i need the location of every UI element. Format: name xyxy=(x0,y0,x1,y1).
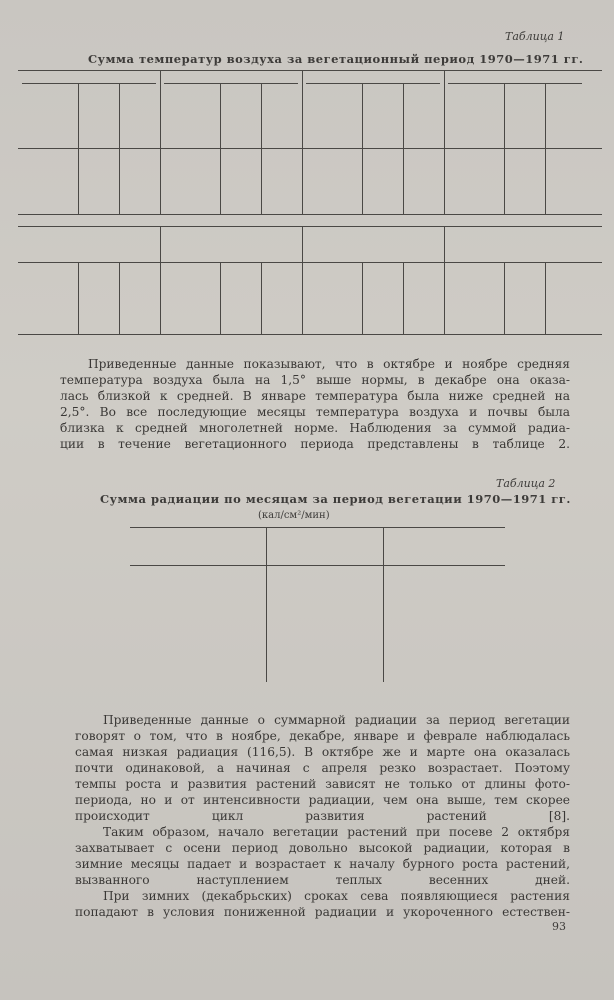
table2-label: Таблица 2 xyxy=(496,477,556,490)
column-rule xyxy=(160,226,161,334)
rule-line xyxy=(448,83,582,84)
column-rule xyxy=(362,83,363,214)
rule-line xyxy=(18,334,602,335)
table1-caption: Сумма температур воздуха за вегетационный период 1970—1971 гг. xyxy=(88,52,584,66)
paragraph-conclusion xyxy=(75,824,570,888)
column-rule xyxy=(444,226,445,334)
text-line: захватывает с осени период довольно высокой радиации, которая в xyxy=(75,841,570,855)
column-rule xyxy=(383,527,384,682)
text-line: температура воздуха была на 1,5° выше нормы, в декабре она оказа- xyxy=(60,373,570,387)
column-rule xyxy=(302,226,303,334)
rule-line xyxy=(130,527,505,528)
column-rule xyxy=(444,70,445,214)
rule-line xyxy=(22,83,156,84)
column-rule xyxy=(261,83,262,214)
text-line: близка к средней многолетней норме. Наблюдения за суммой радиа- xyxy=(60,421,570,435)
text-line: Таким образом, начало вегетации растений при посеве 2 октября xyxy=(103,825,570,839)
column-rule xyxy=(220,83,221,214)
column-rule xyxy=(119,262,120,334)
text-line: темпы роста и развития растений зависят не только от длины фото- xyxy=(75,777,570,791)
paragraph-radiation xyxy=(75,712,570,824)
rule-line xyxy=(18,70,602,71)
text-line: вызванного наступлением теплых весенних дней. xyxy=(75,873,570,887)
text-line: попадают в условия пониженной радиации и укороченного естествен- xyxy=(75,905,570,919)
text-line: При зимних (декабрьских) сроках сева появляющиеся растения xyxy=(103,889,570,903)
rule-line xyxy=(18,226,602,227)
column-rule xyxy=(78,262,79,334)
text-line: лась близкой к средней. В январе температура была ниже средней на xyxy=(60,389,570,403)
table1-label: Таблица 1 xyxy=(505,30,565,43)
column-rule xyxy=(78,83,79,214)
paragraph-temperature xyxy=(60,356,570,452)
text-line: почти одинаковой, а начиная с апреля резко возрастает. Поэтому xyxy=(75,761,570,775)
column-rule xyxy=(403,83,404,214)
text-line: периода, но и от интенсивности радиации, чем она выше, тем скорее xyxy=(75,793,570,807)
text-line: говорят о том, что в ноябре, декабре, январе и феврале наблюдалась xyxy=(75,729,570,743)
rule-line xyxy=(130,565,505,566)
text-line: ции в течение вегетационного периода представлены в таблице 2. xyxy=(60,437,570,451)
rule-line xyxy=(18,262,602,263)
text-line: 2,5°. Во все последующие месяцы температура воздуха и почвы была xyxy=(60,405,570,419)
column-rule xyxy=(261,262,262,334)
rule-line xyxy=(18,148,602,149)
column-rule xyxy=(504,262,505,334)
column-rule xyxy=(545,83,546,214)
column-rule xyxy=(504,83,505,214)
rule-line xyxy=(164,83,298,84)
column-rule xyxy=(545,262,546,334)
column-rule xyxy=(220,262,221,334)
column-rule xyxy=(362,262,363,334)
column-rule xyxy=(403,262,404,334)
table2-unit: (кал/см²/мин) xyxy=(258,510,330,521)
text-line: Приведенные данные показывают, что в октябре и ноябре средняя xyxy=(88,357,570,371)
table2-caption: Сумма радиации по месяцам за период вегетации 1970—1971 гг. xyxy=(100,492,571,506)
paragraph-winter-sowing xyxy=(75,888,570,920)
text-line: зимние месяцы падает и возрастает к началу бурного роста растений, xyxy=(75,857,570,871)
rule-line xyxy=(18,214,602,215)
column-rule xyxy=(119,83,120,214)
rule-line xyxy=(306,83,440,84)
text-line: Приведенные данные о суммарной радиации за период вегетации xyxy=(103,713,570,727)
column-rule xyxy=(266,527,267,682)
column-rule xyxy=(302,70,303,214)
page-number: 93 xyxy=(552,920,566,933)
text-line: происходит цикл развития растений [8]. xyxy=(75,809,570,823)
column-rule xyxy=(160,70,161,214)
text-line: самая низкая радиация (116,5). В октябре же и марте она оказалась xyxy=(75,745,570,759)
